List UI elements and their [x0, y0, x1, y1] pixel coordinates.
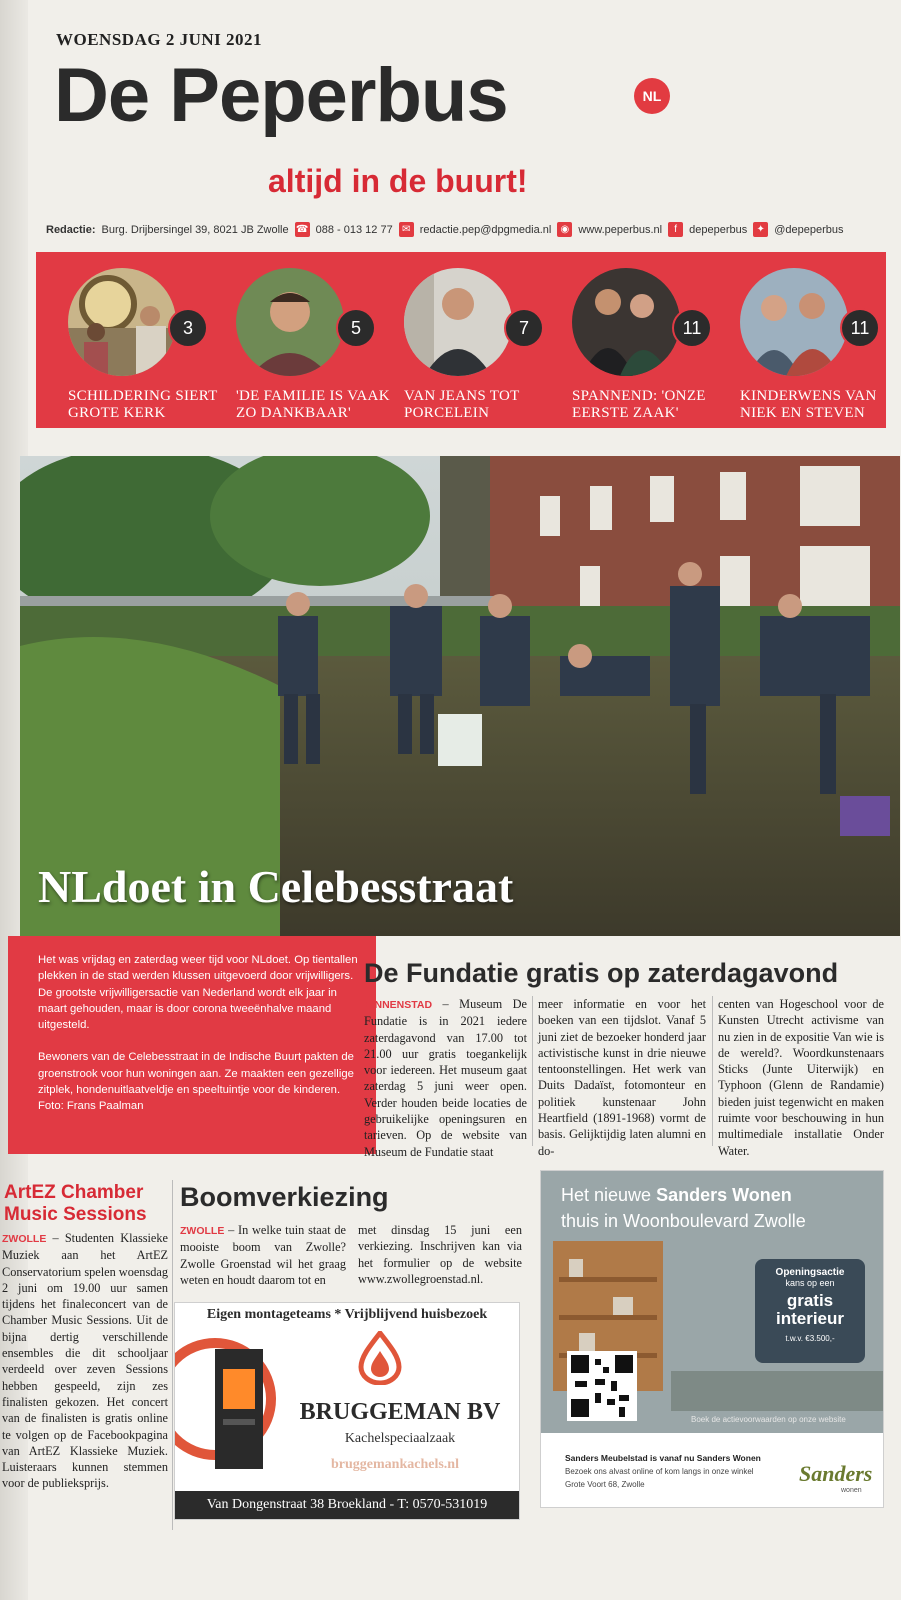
contact-address: Burg. Drijbersingel 39, 8021 JB Zwolle	[101, 223, 289, 236]
teaser-item[interactable]	[572, 268, 732, 422]
teaser-title: SCHILDERING SIERT GROTE KERK	[68, 388, 218, 421]
facebook-icon: f	[668, 222, 683, 237]
promo-value: t.w.v. €3.500,-	[785, 1334, 835, 1343]
lead-caption	[8, 936, 376, 1154]
nl-badge: NL	[634, 78, 670, 114]
promo-title: Openingsactie	[775, 1267, 845, 1278]
boom-column-1	[180, 1222, 346, 1288]
teaser-title: SPANNEND: 'ONZE EERSTE ZAAK'	[572, 388, 706, 421]
teaser-photo	[68, 268, 176, 376]
teaser-item[interactable]	[404, 268, 564, 422]
fundatie-kicker: BINNENSTAD	[364, 999, 433, 1011]
boom-column-2	[358, 1222, 522, 1287]
globe-icon: ◉	[557, 222, 572, 237]
bruggeman-company: BRUGGEMAN BV	[299, 1399, 501, 1425]
fundatie-text: – Museum De Fundatie is in 2021 iedere zaterdagavond van 17.00 tot 21.00 uur gratis toegankelijk voor iedereen. Het museum gaat zaterdag 5 juni weer open. Verder houden beide locaties de gebruikelijke openingsuren en tarieven. Op de website van Museum de Fundatie staat	[364, 997, 527, 1159]
caption-paragraph: Het was vrijdag en zaterdag weer tijd voor NLdoet. Op tientallen plekken in de stad werden klussen uitgevoerd door vrijwilligers. De grootste vrijwilligersactie van Nederland wordt elk jaar in maart gehouden, maar is door corona tweeënhalve maand uitgesteld.	[38, 954, 358, 1032]
sanders-footer-line2: Bezoek ons alvast online of kom langs in onze winkel	[565, 1467, 754, 1476]
teaser-photo	[740, 268, 848, 376]
lead-photo-title: NLdoet in Celebesstraat	[38, 861, 514, 912]
fundatie-column-2	[538, 996, 706, 1159]
boom-headline: Boomverkiezing	[180, 1182, 389, 1212]
masthead-title: De Peperbus	[54, 53, 508, 138]
twitter-icon: ✦	[753, 222, 768, 237]
sanders-footer-bold: Sanders Meubelstad is vanaf nu Sanders Wonen	[565, 1453, 761, 1463]
flame-logo-icon	[357, 1331, 403, 1385]
teaser-item[interactable]	[236, 268, 396, 422]
contact-phone[interactable]: 088 - 013 12 77	[315, 223, 393, 236]
teaser-photo	[236, 268, 344, 376]
phone-icon: ☎	[295, 224, 309, 235]
contact-label: Redactie:	[46, 223, 96, 236]
boom-kicker: ZWOLLE	[180, 1225, 225, 1237]
contact-twitter[interactable]: @depeperbus	[774, 223, 844, 236]
sanders-line1-pre: Het nieuwe	[561, 1185, 652, 1205]
artez-text: – Studenten Klassieke Muziek aan het ArtEZ Conservatorium spelen woensdag 2 juni om 19.00 uur samen tijdens het finaleconcert van de Chamber Music Sessions. Uit de bijna dertig verschillende ensembles die dit schooljaar verdeeld over zeven Sessions hebben gespeeld, zijn zes finalisten gekozen. Het concert van de finalisten is gratis online te volgen op de Facebookpagina van ArtEZ Klassieke Muziek. Luisteraars kunnen stemmen voor de publieksprijs.	[2, 1231, 168, 1491]
contact-email[interactable]: redactie.pep@dpgmedia.nl	[419, 223, 552, 236]
teaser-title: KINDERWENS VAN NIEK EN STEVEN	[740, 388, 877, 421]
teaser-page-number: 5	[336, 308, 376, 348]
bruggeman-ad[interactable]	[174, 1302, 520, 1520]
contact-facebook[interactable]: depeperbus	[689, 223, 748, 236]
bruggeman-headline: Eigen montageteams * Vrijblijvend huisbezoek	[206, 1307, 488, 1322]
teaser-page-number: 11	[840, 308, 880, 348]
sanders-room-note: Boek de actievoorwaarden op onze website	[691, 1415, 846, 1424]
issue-date: WOENSDAG 2 JUNI 2021	[56, 30, 262, 49]
fundatie-column-1	[364, 996, 527, 1160]
artez-body	[2, 1230, 168, 1492]
column-divider	[712, 996, 713, 1146]
teaser-band	[36, 252, 886, 428]
teaser-page-number: 7	[504, 308, 544, 348]
boom-text: – In welke tuin staat de mooiste boom van Zwolle? Zwolle Groenstad wil het graag weten en houdt daarom tot en	[180, 1223, 346, 1287]
sanders-line1-brand: Sanders Wonen	[656, 1185, 792, 1205]
fundatie-text: meer informatie en voor het boeken van een tijdslot. Vanaf 5 juni ziet de bezoeker honderd jaar activistische kunst in drie nieuwe tentoonstellingen. Het werk van Duits Dadaïst, fotomonteur en politiek kunstenaar John Heartfield (1891-1968) vormt de basis. Gelijktijdig laten alumni en do-	[538, 997, 706, 1158]
newspaper-page	[2, 0, 901, 1600]
caption-paragraph: Bewoners van de Celebesstraat in de Indische Buurt pakten de groenstrook voor hun woningen aan. Ze maakten een gezellige zitplek, hondenuitlaatveldje en speeltuintje voor de kinderen. Foto: Frans Paalman	[38, 1051, 354, 1113]
promo-big2: interieur	[775, 1309, 845, 1328]
teaser-photo	[404, 268, 512, 376]
boom-text: met dinsdag 15 juni een verkiezing. Inschrijven kan via het formulier op de website www.zwollegroenstad.nl.	[358, 1223, 522, 1286]
sanders-ad[interactable]	[540, 1170, 884, 1508]
fundatie-headline: De Fundatie gratis op zaterdagavond	[364, 958, 839, 988]
sanders-line1	[561, 1185, 792, 1206]
fundatie-text: centen van Hogeschool voor de Kunsten Utrecht activisme van nu zien in de expositie Van wie is de wereld?. Woordkunstenaars Sticks (Junte Uiterwijk) en Typhoon (Glenn de Randamie) bieden juist tegenwicht en maken ruimte voor beschouwing in hun multimediale installatie Onder Water.	[718, 997, 884, 1158]
column-divider	[172, 1180, 173, 1530]
promo-sub: kans op een	[785, 1278, 835, 1288]
sanders-logo-sub: wonen	[841, 1487, 862, 1494]
bruggeman-address: Van Dongenstraat 38 Broekland - T: 0570-531019	[175, 1491, 519, 1519]
mail-icon: ✉	[399, 222, 414, 237]
tagline: altijd in de buurt!	[268, 163, 528, 199]
teaser-page-number: 11	[672, 308, 712, 348]
fundatie-column-3	[718, 996, 884, 1159]
teaser-page-number: 3	[168, 308, 208, 348]
column-divider	[532, 996, 533, 1146]
teaser-title: VAN JEANS TOT PORCELEIN	[404, 388, 520, 421]
teaser-title: 'DE FAMILIE IS VAAK ZO DANKBAAR'	[236, 388, 390, 421]
teaser-item[interactable]	[68, 268, 228, 422]
sanders-logo: Sanders	[799, 1461, 873, 1486]
sanders-footer-line3: Grote Voort 68, Zwolle	[565, 1480, 645, 1489]
sofa-image	[671, 1371, 883, 1411]
bruggeman-subtitle: Kachelspeciaalzaak	[344, 1431, 456, 1446]
teaser-item[interactable]	[740, 268, 900, 422]
contact-bar	[46, 222, 876, 237]
promo-big1: gratis	[786, 1291, 834, 1310]
sanders-line2: thuis in Woonboulevard Zwolle	[561, 1211, 806, 1231]
teaser-photo	[572, 268, 680, 376]
contact-website[interactable]: www.peperbus.nl	[578, 223, 663, 236]
artez-kicker: ZWOLLE	[2, 1233, 47, 1245]
sanders-image-area	[541, 1171, 883, 1433]
bruggeman-url[interactable]: bruggemankachels.nl	[331, 1457, 459, 1472]
artez-headline: ArtEZ Chamber Music Sessions	[4, 1182, 147, 1225]
qr-code-icon[interactable]	[567, 1351, 637, 1421]
promo-box	[755, 1259, 865, 1363]
